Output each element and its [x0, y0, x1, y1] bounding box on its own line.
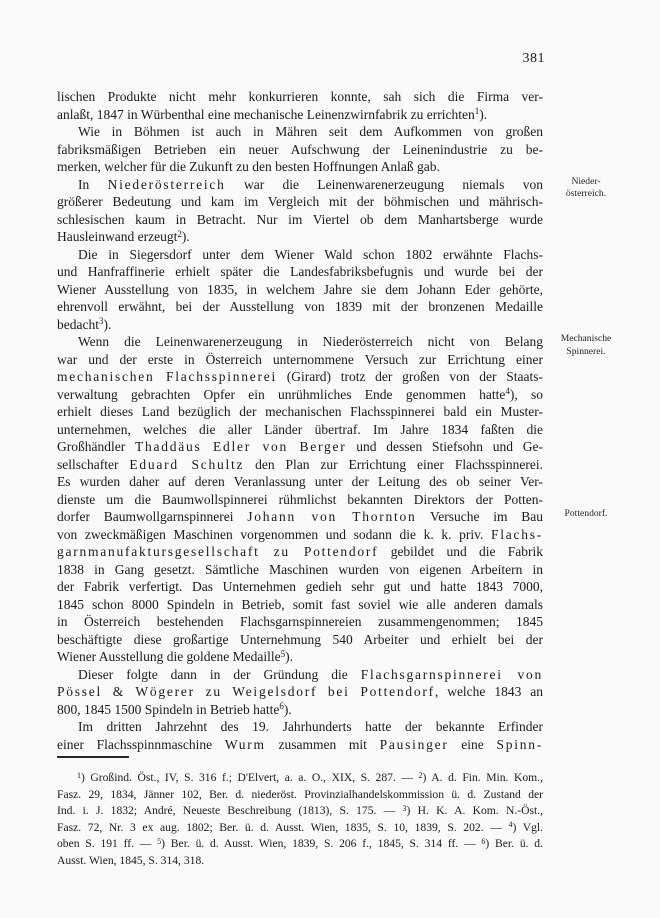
text-segment: den Plan zur Errichtung einer Flachsspinnerei.	[244, 456, 543, 472]
margin-note	[543, 333, 629, 358]
footnote-reference: 1	[77, 770, 81, 780]
text-line	[57, 596, 543, 614]
text-segment: Fasz. 29, 1834, Jänner 102, Ber. d. niederöst. Provinzialhandelskommission ü. d. Zustand der	[57, 787, 543, 801]
text-segment: ), so	[509, 386, 543, 402]
margin-note-line: Pottendorf.	[564, 508, 608, 519]
footnote-reference: 5	[280, 648, 286, 659]
text-segment: Ind. i. J. 1832; André, Neueste Beschreibung (1813), S. 175. —	[57, 804, 403, 818]
emphasized-spaced-text: Niederösterreich	[107, 176, 226, 192]
footnote-reference: 1	[474, 106, 480, 116]
text-segment: bedacht	[57, 316, 99, 332]
text-segment: erhielt dieses Land bezüglich der mechanischen Flachsspinnerei bald ein Muster-	[57, 404, 543, 419]
emphasized-spaced-text: Spinn-	[496, 736, 543, 752]
margin-note-line: Spinnerei.	[566, 345, 606, 357]
text-line	[57, 491, 543, 509]
text-segment: 1838 in Gang gesetzt. Sämtliche Maschinen wurden von eigenen Arbeitern in	[57, 561, 543, 577]
emphasized-spaced-text: Pausinger	[379, 736, 449, 752]
text-line	[57, 386, 543, 404]
text-line	[57, 403, 543, 421]
text-line	[57, 298, 543, 316]
emphasized-spaced-text: Flachs-	[490, 526, 543, 542]
text-segment: einer Flachsspinnmaschine	[57, 736, 225, 752]
text-line	[57, 613, 543, 631]
text-segment: Großhändler	[57, 439, 135, 454]
text-line	[57, 456, 543, 474]
text-line	[57, 141, 543, 159]
text-segment: Ausst. Wien, 1845, S. 314, 318.	[57, 853, 205, 867]
text-segment: eine	[448, 736, 497, 752]
text-segment: ).	[181, 229, 190, 244]
text-segment: Wenn die Leinenwarenerzeugung in Niederösterreich nicht von Belang	[78, 334, 543, 349]
text-line	[57, 351, 543, 369]
emphasized-spaced-text: Thaddäus Edler von Berger	[134, 439, 347, 454]
emphasized-spaced-text: Johann von Thornton	[247, 509, 417, 524]
emphasized-spaced-text: Wurm	[224, 736, 266, 752]
text-line	[57, 106, 543, 124]
text-segment: und Hanfraffinerie erhielt später die Landesfabriksbefugnis und wurde bei der	[57, 264, 543, 279]
text-line	[57, 211, 543, 229]
text-line	[57, 526, 543, 544]
text-line	[57, 648, 543, 666]
emphasized-spaced-text: Eduard Schultz	[129, 456, 245, 472]
text-line	[57, 123, 543, 141]
text-line	[57, 473, 543, 491]
text-line	[57, 543, 543, 561]
footnote-reference: 6	[481, 836, 486, 846]
text-segment: ).	[283, 701, 292, 717]
text-line	[57, 281, 543, 299]
text-segment: ) H. K. A. Kom. N.-Öst.,	[406, 804, 543, 818]
emphasized-spaced-text: Pössel & Wögerer zu Weigelsdorf bei Pottendorf	[57, 684, 435, 699]
text-line	[57, 736, 543, 754]
page-number: 381	[522, 51, 545, 66]
text-segment: 800, 1845 1500 Spindeln in Betrieb hatte	[57, 701, 280, 717]
text-segment: verwaltung gebrachten Opfer ein unrühmliches Ende genommen hatte	[57, 386, 506, 402]
text-segment: größerer Bedeutung und kam im Vergleich mit der böhmischen und mährisch-	[57, 194, 543, 209]
text-segment: fabriksmäßigen Betrieben ein neuer Aufschwung der Leinenindustrie zu be-	[57, 141, 543, 157]
text-segment: lischen Produkte nicht mehr konkurrieren konnte, sah sich die Firma ver-	[57, 89, 543, 104]
text-line	[57, 666, 543, 684]
text-segment: ).	[285, 649, 294, 664]
text-segment: ) Ber. ü. d. Ausst. Wien, 1839, S. 206 f., 1845, S. 314 ff. —	[161, 837, 482, 851]
text-segment: unternehmen, welches die aller Länder übertraf. Im Jahre 1834 faßten die	[57, 421, 543, 437]
footnote-line	[57, 820, 543, 837]
margin-note-line: Mechanische	[560, 333, 612, 344]
body-text	[57, 88, 543, 753]
text-segment: Es wurden daher auf deren Veranlassung unter der Leitung des ob seiner Ver-	[57, 474, 543, 489]
text-line	[57, 158, 543, 176]
text-segment: , welche 1843 an	[434, 684, 543, 699]
text-line	[57, 228, 543, 246]
text-segment: ) Ber. ü. d.	[485, 837, 543, 851]
text-line	[57, 701, 543, 719]
text-segment: (Girard) trotz der großen von der Staats-	[277, 369, 543, 384]
text-segment: war und der erste in Österreich unternommene Versuch zur Errichtung einer	[57, 351, 543, 367]
footnote-line	[57, 787, 543, 804]
footnote-line	[57, 836, 543, 853]
text-line	[57, 631, 543, 649]
text-segment: dorfer Baumwollgarnspinnerei	[57, 509, 248, 524]
text-line	[57, 193, 543, 211]
footnote-reference: 2	[177, 228, 182, 239]
footnote-reference: 2	[418, 770, 423, 780]
text-segment: oben S. 191 ff. —	[57, 837, 158, 851]
footnote-separator-rule	[57, 756, 129, 758]
emphasized-spaced-text: Flachsgarnspinnerei von	[360, 666, 543, 682]
text-line	[57, 368, 543, 386]
text-line	[57, 578, 543, 596]
footnote-line	[57, 770, 543, 787]
text-segment: und dessen Stiefsohn und Ge-	[346, 439, 543, 454]
footnote-reference: 3	[98, 316, 104, 326]
text-line	[57, 316, 543, 334]
footnote-reference: 3	[402, 803, 407, 813]
text-segment: von zweckmäßigen Maschinen vorgenommen und sodann die k. k. priv.	[57, 526, 491, 542]
text-segment: Versuche im Bau	[416, 509, 543, 524]
text-line	[57, 246, 543, 264]
text-segment: dienste um die Baumwollspinnerei rühmlichst bekannten Direktors der Potten-	[57, 491, 543, 507]
text-segment: gebildet und die Fabrik	[378, 544, 543, 559]
text-segment: ehrenvoll erwähnt, bei der Ausstellung von 1839 mit der bronzenen Medaille	[57, 299, 543, 314]
footnote-reference: 5	[157, 836, 162, 846]
text-segment: ) Großind. Öst., IV, S. 316 f.; D'Elvert, a. a. O., XIX, S. 287. —	[81, 771, 419, 784]
text-line	[57, 561, 543, 579]
text-segment: anlaßt, 1847 in Würbenthal eine mechanische Leinenzwirnfabrik zu errichten	[57, 106, 475, 122]
text-line	[57, 88, 543, 106]
text-segment: merken, welcher für die Zukunft zu den besten Hoffnungen Anlaß gab.	[57, 159, 440, 174]
text-segment: schlesischen kaum in Betracht. Nur im Viertel ob dem Manhartsberge wurde	[57, 211, 543, 227]
footnote-reference: 4	[508, 820, 513, 830]
footnote-reference: 4	[505, 386, 510, 396]
text-segment: sellschafter	[57, 456, 130, 472]
margin-note	[543, 508, 629, 521]
text-segment: zusammen mit	[265, 736, 380, 752]
text-segment: ).	[103, 316, 112, 332]
text-segment: Wiener Ausstellung von 1835, in welchem Jahre sie dem Johann Eder gehörte,	[57, 281, 543, 297]
margin-note-line: österreich.	[565, 188, 607, 199]
text-segment: Die in Siegersdorf unter dem Wiener Wald schon 1802 erwähnte Flachs-	[78, 246, 543, 262]
emphasized-spaced-text: garnmanufaktursgesellschaft zu Pottendorf	[57, 544, 379, 559]
margin-note-line: Nieder-	[571, 175, 601, 187]
text-segment: Wiener Ausstellung die goldene Medaille	[57, 649, 281, 664]
text-segment: 1845 schon 8000 Spindeln in Betrieb, somit fast soviel wie alle anderen damals	[57, 596, 543, 612]
text-segment: Hausleinwand erzeugt	[57, 229, 178, 244]
text-segment: Fasz. 72, Nr. 3 ex aug. 1802; Ber. ü. d. Ausst. Wien, 1835, S. 10, 1839, S. 202. —	[57, 820, 509, 834]
footnote-line	[57, 853, 543, 870]
text-line	[57, 438, 543, 456]
text-segment: Im dritten Jahrzehnt des 19. Jahrhunderts hatte der bekannte Erfinder	[78, 719, 543, 734]
text-segment: der Fabrik verfertigt. Das Unternehmen gedieh sehr gut und hatte 1843 7000,	[57, 579, 543, 594]
text-segment: in Österreich bestehenden Flachsgarnspinnereien zusammengenommen; 1845	[57, 614, 543, 629]
footnotes	[57, 770, 543, 870]
text-line	[57, 683, 543, 701]
text-segment: beschäftigte diese großartige Unternehmung 540 Arbeiter und erhielt bei der	[57, 631, 543, 647]
text-segment: ) Vgl.	[512, 820, 543, 834]
text-segment: Wie in Böhmen ist auch in Mähren seit dem Aufkommen von großen	[78, 124, 543, 139]
text-line	[57, 176, 543, 194]
footnote-reference: 6	[279, 701, 284, 711]
text-line	[57, 333, 543, 351]
text-segment: ).	[479, 106, 488, 122]
text-segment: ) A. d. Fin. Min. Kom.,	[422, 771, 543, 784]
text-segment: Dieser folgte dann in der Gründung die	[78, 666, 361, 682]
text-segment: war die Leinenwarenerzeugung niemals von	[225, 176, 543, 192]
text-segment: In	[78, 176, 108, 192]
text-line	[57, 718, 543, 736]
text-line	[57, 263, 543, 281]
text-line	[57, 421, 543, 439]
footnote-line	[57, 803, 543, 820]
margin-note	[543, 176, 629, 201]
text-line	[57, 508, 543, 526]
emphasized-spaced-text: mechanischen Flachsspinnerei	[57, 369, 278, 384]
